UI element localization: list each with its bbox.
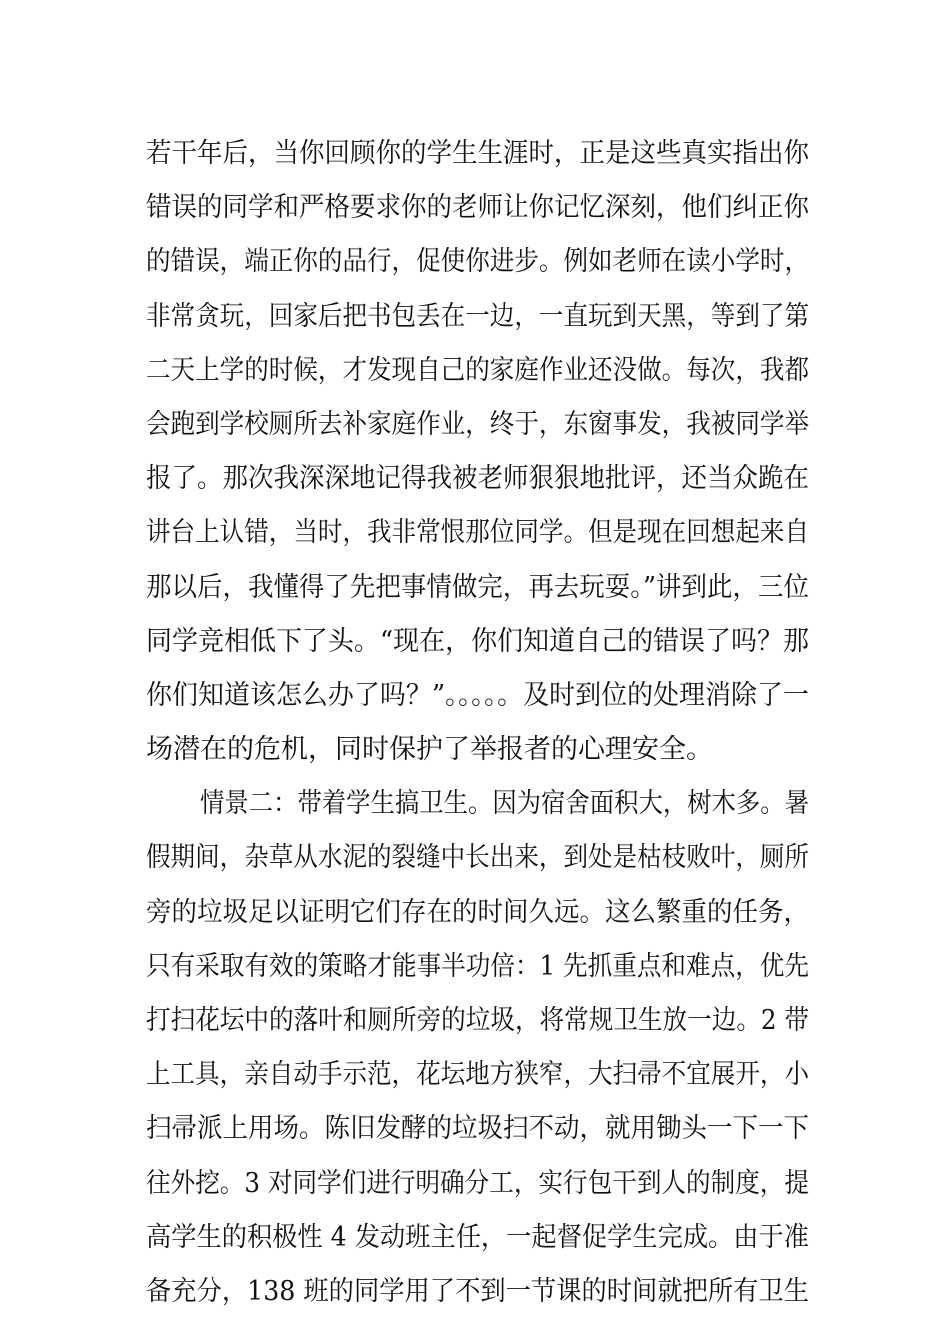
text-line: 假期间，杂草从水泥的裂缝中长出来，到处是枯枝败叶，厕所 [146,842,809,874]
text-line: 备充分，138 班的同学用了不到一节课的时间就把所有卫生 [146,1275,809,1307]
text-line: 那以后，我懂得了先把事情做完，再去玩耍。”讲到此，三位 [146,571,809,603]
text-line: 旁的垃圾足以证明它们存在的时间久远。这么繁重的任务， [146,896,809,928]
text-line: 报了。那次我深深地记得我被老师狠狠地批评，还当众跪在 [146,463,809,495]
text-line: 上工具，亲自动手示范，花坛地方狭窄，大扫帚不宜展开，小 [146,1059,809,1091]
text-line: 往外挖。3 对同学们进行明确分工，实行包干到人的制度，提 [146,1167,809,1199]
text-line: 打扫花坛中的落叶和厕所旁的垃圾，将常规卫生放一边。2 带 [146,1005,809,1036]
text-line: 高学生的积极性 4 发动班主任，一起督促学生完成。由于准 [146,1221,809,1253]
text-line: 你们知道该怎么办了吗？”。。。。。及时到位的处理消除了一 [146,679,809,711]
text-line: 扫帚派上用场。陈旧发酵的垃圾扫不动，就用锄头一下一下 [146,1113,809,1145]
text-line: 错误的同学和严格要求你的老师让你记忆深刻，他们纠正你 [146,192,809,224]
text-line: 二天上学的时候，才发现自己的家庭作业还没做。每次，我都 [146,354,809,386]
text-line: 若干年后，当你回顾你的学生生涯时，正是这些真实指出你 [146,138,809,169]
text-line: 非常贪玩，回家后把书包丢在一边，一直玩到天黑，等到了第 [146,300,809,332]
paragraph-start-line: 情景二：带着学生搞卫生。因为宿舍面积大，树木多。暑 [200,788,809,820]
text-line: 会跑到学校厕所去补家庭作业，终于，东窗事发，我被同学举 [146,408,809,440]
text-line: 讲台上认错，当时，我非常恨那位同学。但是现在回想起来自 [146,517,809,549]
text-line: 只有采取有效的策略才能事半功倍：1 先抓重点和难点，优先 [146,950,809,982]
text-line: 同学竞相低下了头。“现在，你们知道自己的错误了吗？那 [146,625,809,657]
text-line: 的错误，端正你的品行，促使你进步。例如老师在读小学时， [146,246,809,278]
text-line: 场潜在的危机，同时保护了举报者的心理安全。 [146,734,713,766]
document-body [146,127,809,1319]
